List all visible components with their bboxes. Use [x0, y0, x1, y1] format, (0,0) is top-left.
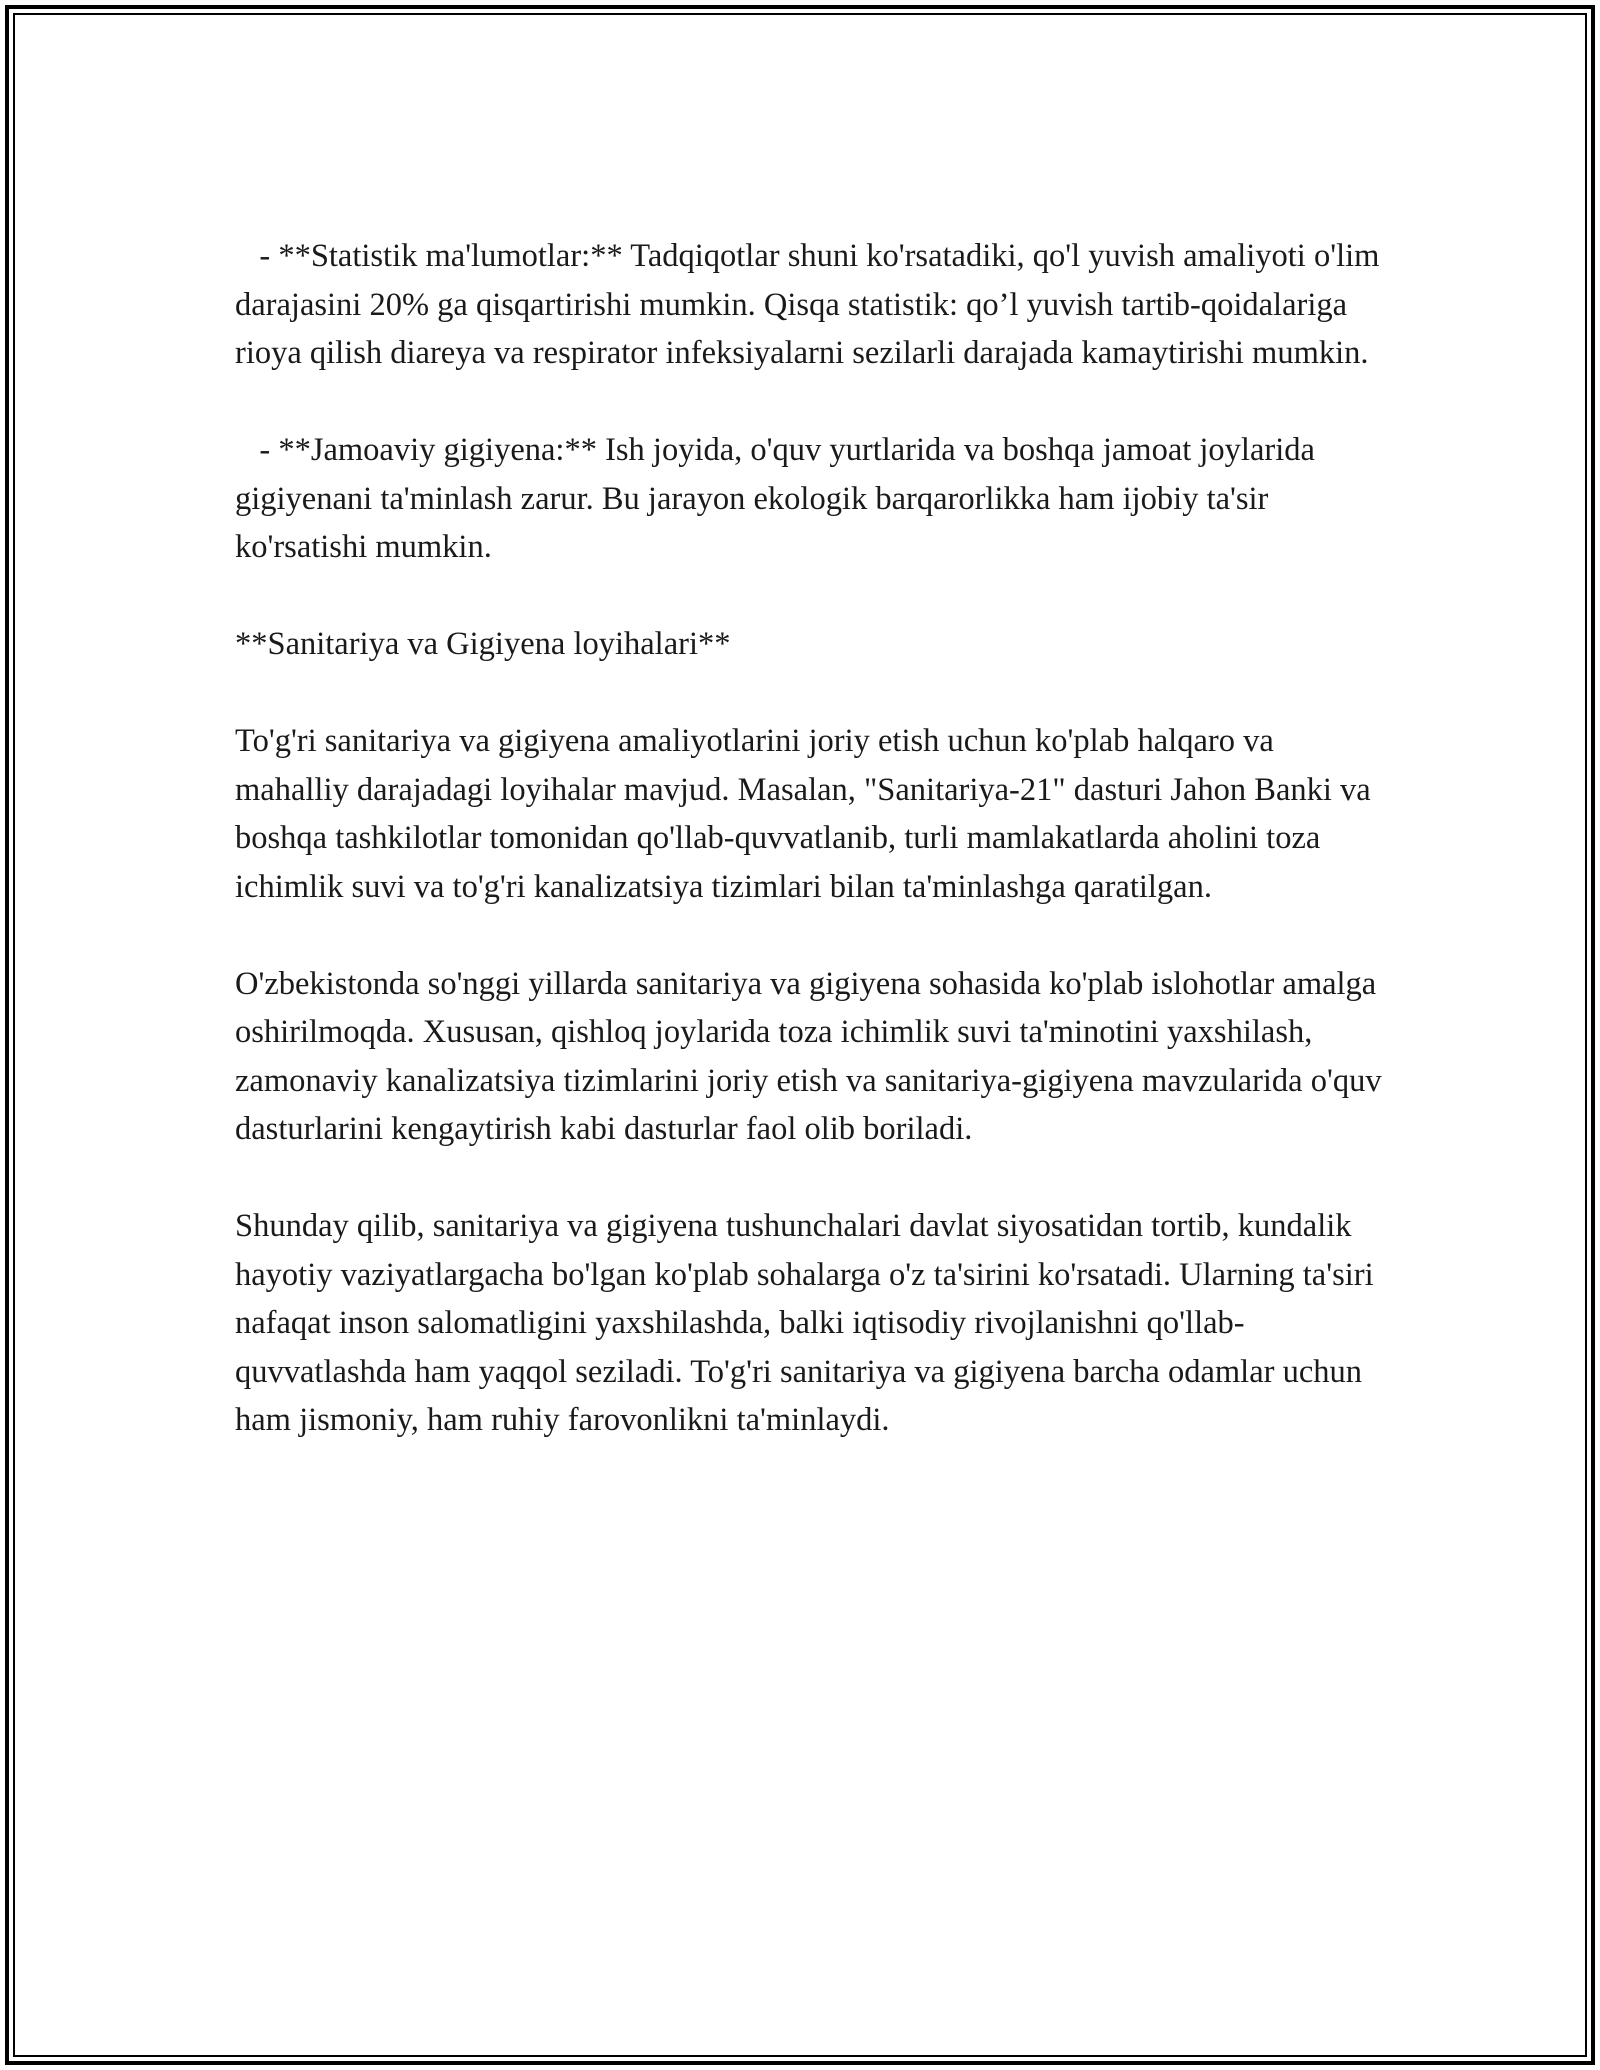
- paragraph-statistics-bullet: - **Statistik ma'lumotlar:** Tadqiqotlar shuni ko'rsatadiki, qo'l yuvish amaliyoti o'lim darajasini 20% ga qisqartirishi mumkin. Qisqa statistik: qo’l yuvish tartib-qoidalariga rioya qilish diareya va respirator infeksiyalarni sezilarli darajada kamaytirishi mumkin.: [235, 238, 1388, 371]
- paragraph-uzbekistan-reforms: O'zbekistonda so'nggi yillarda sanitariya va gigiyena sohasida ko'plab islohotlar amalga oshirilmoqda. Xususan, qishloq joylarida toza ichimlik suvi ta'minotini yaxshilash, zamonaviy kanalizatsiya tizimlarini joriy etish va sanitariya-gigiyena mavzularida o'quv dasturlarini kengaytirish kabi dasturlar faol olib boriladi.: [235, 965, 1390, 1147]
- paragraph-collective-hygiene-bullet: - **Jamoaviy gigiyena:** Ish joyida, o'quv yurtlarida va boshqa jamoat joylarida gigiyenani ta'minlash zarur. Bu jarayon ekologik barqarorlikka ham ijobiy ta'sir ko'rsatishi mumkin.: [235, 432, 1324, 565]
- paragraph-projects: To'g'ri sanitariya va gigiyena amaliyotlarini joriy etish uchun ko'plab halqaro va mahalliy darajadagi loyihalar mavjud. Masalan, "Sanitariya-21" dasturi Jahon Banki va boshqa tashkilotlar tomonidan qo'llab-quvvatlanib, turli mamlakatlarda aholini toza ichimlik suvi va to'g'ri kanalizatsiya tizimlari bilan ta'minlashga qaratilgan.: [235, 723, 1379, 905]
- paragraph-conclusion: Shunday qilib, sanitariya va gigiyena tushunchalari davlat siyosatidan tortib, kundalik hayotiy vaziyatlargacha bo'lgan ko'plab sohalarga o'z ta'sirini ko'rsatadi. Ularning ta'siri nafaqat inson salomatligini yaxshilashda, balki iqtisodiy rivojlanishni qo'llab-quvvatlashda ham yaqqol seziladi. To'g'ri sanitariya va gigiyena barcha odamlar uchun ham jismoniy, ham ruhiy farovonlikni ta'minlaydi.: [235, 1208, 1382, 1438]
- section-heading-projects: **Sanitariya va Gigiyena loyihalari**: [235, 626, 731, 662]
- document-body: [235, 232, 1390, 1493]
